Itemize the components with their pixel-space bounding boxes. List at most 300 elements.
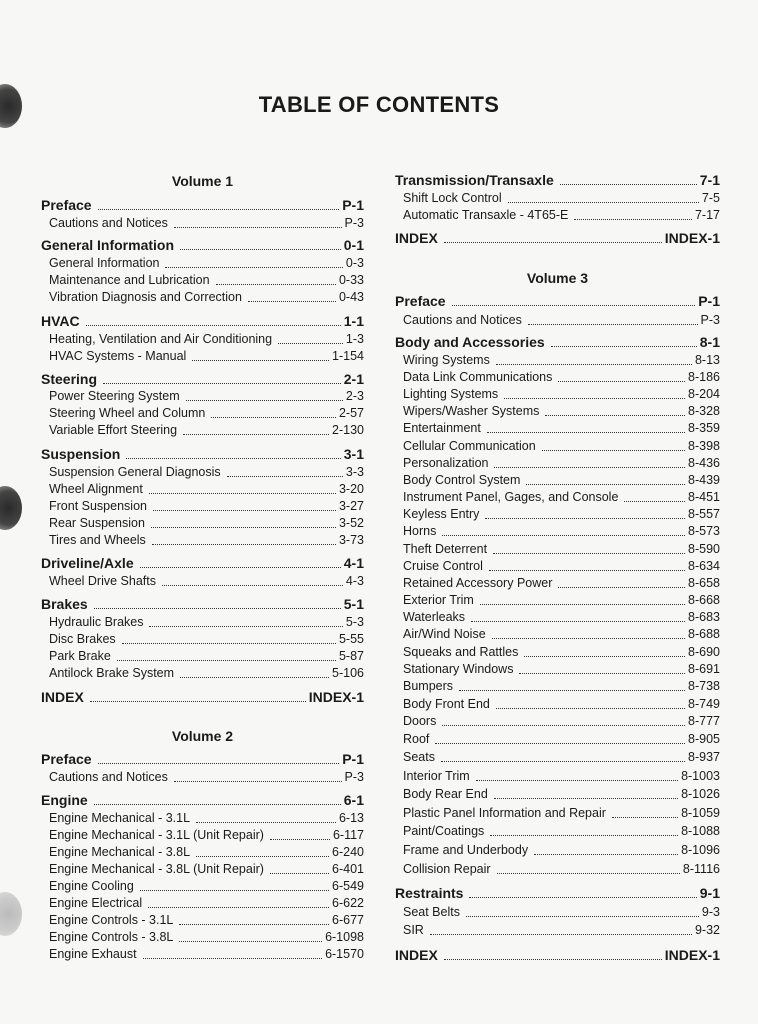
entry-page-number: 6-117: [332, 828, 364, 842]
entry-page-number: 6-1098: [325, 930, 364, 944]
toc-subsection-entry: [395, 823, 720, 840]
toc-subsection-entry: [41, 532, 364, 549]
toc-subsection-entry: [395, 541, 720, 558]
entry-label: Seat Belts: [403, 905, 460, 919]
toc-subsection-entry: [395, 749, 720, 766]
toc-section-entry: [41, 555, 364, 572]
entry-page-number: 2-1: [343, 371, 364, 387]
entry-page-number: 7-5: [701, 191, 720, 205]
dot-leader: [143, 958, 323, 959]
entry-label: Disc Brakes: [49, 632, 116, 646]
entry-page-number: 8-328: [688, 404, 720, 418]
toc-subsection-entry: [395, 592, 720, 609]
entry-label: Cruise Control: [403, 559, 483, 573]
entry-page-number: 3-52: [338, 516, 364, 530]
entry-label: Instrument Panel, Gages, and Console: [403, 490, 619, 504]
toc-subsection-entry: [395, 861, 720, 878]
dot-leader: [149, 626, 342, 627]
entry-page-number: 5-106: [332, 666, 364, 680]
entry-page-number: 8-204: [688, 387, 720, 401]
dot-leader: [196, 822, 336, 823]
toc-subsection-entry: [395, 842, 720, 859]
entry-label: General Information: [41, 237, 175, 253]
entry-label: Engine Electrical: [49, 896, 143, 910]
entry-page-number: 5-3: [345, 615, 364, 629]
entry-label: Engine Controls - 3.8L: [49, 930, 174, 944]
toc-subsection-entry: [41, 422, 364, 439]
entry-page-number: 8-668: [688, 593, 720, 607]
toc-subsection-entry: [395, 190, 720, 207]
entry-page-number: 8-905: [688, 732, 720, 746]
dot-leader: [471, 621, 685, 622]
toc-subsection-entry: [395, 207, 720, 224]
dot-leader: [152, 544, 336, 545]
entry-page-number: 8-1059: [681, 806, 720, 820]
entry-page-number: 8-658: [688, 576, 720, 590]
dot-leader: [534, 854, 678, 855]
dot-leader: [459, 690, 685, 691]
entry-page-number: 6-1: [343, 792, 364, 808]
entry-page-number: 8-690: [688, 645, 720, 659]
entry-page-number: 8-359: [688, 421, 720, 435]
entry-page-number: 6-622: [332, 896, 364, 910]
binder-hole-bottom: [0, 892, 22, 936]
toc-section-entry: [41, 596, 364, 613]
dot-leader: [476, 780, 678, 781]
entry-label: Park Brake: [49, 649, 111, 663]
entry-label: Collision Repair: [403, 862, 491, 876]
entry-page-number: 8-691: [688, 662, 720, 676]
toc-subsection-entry: [395, 489, 720, 506]
dot-leader: [90, 701, 306, 702]
dot-leader: [492, 638, 685, 639]
entry-page-number: 8-1026: [681, 787, 720, 801]
entry-page-number: 7-17: [694, 208, 720, 222]
entry-page-number: 7-1: [699, 172, 720, 188]
toc-subsection-entry: [41, 769, 364, 786]
dot-leader: [174, 781, 342, 782]
entry-label: HVAC: [41, 313, 80, 329]
entry-page-number: 6-13: [338, 811, 364, 825]
entry-label: Restraints: [395, 885, 464, 901]
entry-page-number: P-1: [342, 751, 364, 767]
entry-label: INDEX: [395, 230, 438, 246]
entry-page-number: 8-1096: [681, 843, 720, 857]
toc-subsection-entry: [41, 481, 364, 498]
dot-leader: [485, 518, 685, 519]
toc-subsection-entry: [41, 895, 364, 912]
entry-label: Wiring Systems: [403, 353, 490, 367]
dot-leader: [103, 383, 341, 384]
entry-label: Power Steering System: [49, 389, 180, 403]
dot-leader: [248, 301, 336, 302]
dot-leader: [211, 417, 336, 418]
toc-subsection-entry: [41, 498, 364, 515]
entry-label: Engine Mechanical - 3.1L (Unit Repair): [49, 828, 264, 842]
entry-label: Cautions and Notices: [49, 770, 168, 784]
entry-label: Engine Mechanical - 3.1L: [49, 811, 191, 825]
entry-label: Frame and Underbody: [403, 843, 529, 857]
entry-page-number: 8-13: [694, 353, 720, 367]
entry-page-number: P-1: [698, 293, 720, 309]
toc-subsection-entry: [41, 614, 364, 631]
toc-subsection-entry: [395, 696, 720, 713]
entry-label: Waterleaks: [403, 610, 466, 624]
entry-page-number: 5-55: [338, 632, 364, 646]
dot-leader: [444, 959, 662, 960]
entry-page-number: 6-401: [332, 862, 364, 876]
entry-label: Wipers/Washer Systems: [403, 404, 540, 418]
toc-section-entry: [41, 313, 364, 330]
dot-leader: [180, 677, 329, 678]
dot-leader: [487, 432, 685, 433]
dot-leader: [545, 415, 685, 416]
entry-label: Cautions and Notices: [49, 216, 168, 230]
dot-leader: [524, 656, 685, 657]
entry-page-number: 4-1: [343, 555, 364, 571]
toc-subsection-entry: [395, 352, 720, 369]
binder-hole-middle: [0, 486, 22, 530]
dot-leader: [490, 835, 678, 836]
entry-page-number: 1-3: [345, 332, 364, 346]
entry-page-number: 2-57: [338, 406, 364, 420]
entry-page-number: 6-1570: [325, 947, 364, 961]
dot-leader: [442, 725, 685, 726]
entry-page-number: 8-451: [688, 490, 720, 504]
dot-leader: [179, 924, 329, 925]
toc-subsection-entry: [41, 861, 364, 878]
toc-subsection-entry: [395, 386, 720, 403]
dot-leader: [216, 284, 336, 285]
dot-leader: [98, 763, 340, 764]
entry-label: SIR: [403, 923, 424, 937]
dot-leader: [624, 501, 685, 502]
dot-leader: [165, 267, 342, 268]
dot-leader: [441, 761, 685, 762]
dot-leader: [444, 242, 662, 243]
entry-page-number: 3-27: [338, 499, 364, 513]
toc-subsection-entry: [395, 420, 720, 437]
entry-page-number: 6-549: [332, 879, 364, 893]
dot-leader: [489, 570, 685, 571]
dot-leader: [153, 510, 336, 511]
toc-subsection-entry: [41, 215, 364, 232]
entry-page-number: 8-1088: [681, 824, 720, 838]
toc-subsection-entry: [41, 929, 364, 946]
dot-leader: [148, 907, 329, 908]
entry-label: Vibration Diagnosis and Correction: [49, 290, 242, 304]
entry-label: INDEX: [41, 689, 84, 705]
entry-page-number: 6-677: [332, 913, 364, 927]
toc-subsection-entry: [395, 922, 720, 939]
entry-page-number: 8-1003: [681, 769, 720, 783]
toc-subsection-entry: [41, 648, 364, 665]
entry-label: Brakes: [41, 596, 88, 612]
entry-label: Cautions and Notices: [403, 313, 522, 327]
dot-leader: [430, 934, 692, 935]
toc-subsection-entry: [41, 331, 364, 348]
dot-leader: [493, 553, 685, 554]
dot-leader: [435, 743, 685, 744]
entry-label: Hydraulic Brakes: [49, 615, 144, 629]
toc-subsection-entry: [395, 609, 720, 626]
dot-leader: [270, 873, 329, 874]
dot-leader: [117, 660, 336, 661]
toc-subsection-entry: [41, 946, 364, 963]
entry-page-number: 8-688: [688, 627, 720, 641]
dot-leader: [278, 343, 343, 344]
entry-label: Engine Mechanical - 3.8L (Unit Repair): [49, 862, 264, 876]
toc-section-entry: [41, 689, 364, 706]
dot-leader: [183, 434, 329, 435]
entry-label: Seats: [403, 750, 435, 764]
dot-leader: [504, 398, 685, 399]
dot-leader: [162, 585, 343, 586]
entry-label: Cellular Communication: [403, 439, 536, 453]
toc-subsection-entry: [395, 575, 720, 592]
toc-subsection-entry: [41, 515, 364, 532]
entry-page-number: 3-3: [345, 465, 364, 479]
dot-leader: [542, 450, 685, 451]
dot-leader: [494, 798, 678, 799]
entry-label: Engine Controls - 3.1L: [49, 913, 174, 927]
entry-page-number: 3-73: [338, 533, 364, 547]
entry-label: Bumpers: [403, 679, 454, 693]
dot-leader: [496, 708, 685, 709]
toc-section-entry: [395, 230, 720, 247]
entry-page-number: INDEX-1: [664, 230, 720, 246]
toc-subsection-entry: [395, 558, 720, 575]
entry-label: Wheel Alignment: [49, 482, 143, 496]
dot-leader: [140, 567, 341, 568]
toc-subsection-entry: [41, 912, 364, 929]
entry-label: Air/Wind Noise: [403, 627, 486, 641]
toc-section-entry: [395, 172, 720, 189]
entry-label: Engine Cooling: [49, 879, 134, 893]
entry-label: Keyless Entry: [403, 507, 480, 521]
entry-label: Heating, Ventilation and Air Conditioning: [49, 332, 273, 346]
entry-label: Driveline/Axle: [41, 555, 134, 571]
toc-subsection-entry: [395, 768, 720, 785]
entry-label: Front Suspension: [49, 499, 147, 513]
toc-subsection-entry: [41, 348, 364, 365]
toc-section-entry: [41, 237, 364, 254]
entry-label: Preface: [41, 197, 92, 213]
toc-subsection-entry: [395, 644, 720, 661]
entry-page-number: 8-1: [699, 334, 720, 350]
entry-label: Doors: [403, 714, 437, 728]
entry-label: Body Front End: [403, 697, 490, 711]
entry-label: Automatic Transaxle - 4T65-E: [403, 208, 569, 222]
dot-leader: [270, 839, 330, 840]
entry-label: Antilock Brake System: [49, 666, 175, 680]
entry-label: Tires and Wheels: [49, 533, 146, 547]
entry-label: Interior Trim: [403, 769, 470, 783]
dot-leader: [494, 467, 685, 468]
toc-subsection-entry: [395, 455, 720, 472]
volume-heading: Volume 2: [171, 728, 234, 744]
entry-page-number: 4-3: [345, 574, 364, 588]
dot-leader: [496, 364, 692, 365]
entry-label: Retained Accessory Power: [403, 576, 553, 590]
toc-subsection-entry: [395, 661, 720, 678]
page-title: TABLE OF CONTENTS: [258, 92, 500, 117]
toc-subsection-entry: [395, 626, 720, 643]
entry-page-number: 8-436: [688, 456, 720, 470]
entry-label: Engine Mechanical - 3.8L: [49, 845, 191, 859]
entry-label: Engine: [41, 792, 88, 808]
toc-section-entry: [395, 334, 720, 351]
dot-leader: [519, 673, 685, 674]
toc-section-entry: [395, 947, 720, 964]
toc-subsection-entry: [395, 312, 720, 329]
entry-label: Maintenance and Lubrication: [49, 273, 210, 287]
toc-subsection-entry: [395, 523, 720, 540]
entry-label: Entertainment: [403, 421, 481, 435]
toc-subsection-entry: [395, 731, 720, 748]
dot-leader: [558, 381, 685, 382]
toc-section-entry: [395, 293, 720, 310]
entry-label: General Information: [49, 256, 160, 270]
dot-leader: [558, 587, 685, 588]
dot-leader: [551, 346, 697, 347]
entry-label: Paint/Coatings: [403, 824, 485, 838]
entry-label: Wheel Drive Shafts: [49, 574, 156, 588]
entry-page-number: 6-240: [332, 845, 364, 859]
toc-subsection-entry: [41, 289, 364, 306]
entry-page-number: 8-557: [688, 507, 720, 521]
toc-subsection-entry: [41, 844, 364, 861]
entry-page-number: 0-3: [345, 256, 364, 270]
dot-leader: [508, 202, 699, 203]
dot-leader: [192, 360, 329, 361]
entry-page-number: 8-1116: [682, 862, 720, 876]
dot-leader: [186, 400, 343, 401]
entry-label: Stationary Windows: [403, 662, 514, 676]
entry-label: Lighting Systems: [403, 387, 499, 401]
entry-page-number: 8-683: [688, 610, 720, 624]
entry-page-number: 8-634: [688, 559, 720, 573]
entry-page-number: 0-33: [338, 273, 364, 287]
dot-leader: [452, 305, 696, 306]
entry-label: Variable Effort Steering: [49, 423, 178, 437]
entry-label: INDEX: [395, 947, 438, 963]
entry-label: Suspension: [41, 446, 121, 462]
entry-label: Roof: [403, 732, 430, 746]
toc-subsection-entry: [41, 272, 364, 289]
toc-section-entry: [395, 885, 720, 902]
entry-label: Steering Wheel and Column: [49, 406, 206, 420]
toc-section-entry: [41, 792, 364, 809]
toc-subsection-entry: [395, 805, 720, 822]
entry-page-number: P-1: [342, 197, 364, 213]
toc-subsection-entry: [395, 369, 720, 386]
entry-page-number: 8-749: [688, 697, 720, 711]
entry-page-number: 8-439: [688, 473, 720, 487]
entry-page-number: P-3: [344, 770, 364, 784]
entry-label: Suspension General Diagnosis: [49, 465, 221, 479]
toc-subsection-entry: [41, 827, 364, 844]
dot-leader: [122, 643, 336, 644]
toc-subsection-entry: [41, 573, 364, 590]
entry-page-number: 8-777: [688, 714, 720, 728]
entry-page-number: 5-87: [338, 649, 364, 663]
dot-leader: [151, 527, 336, 528]
dot-leader: [126, 458, 340, 459]
toc-section-entry: [41, 197, 364, 214]
dot-leader: [94, 804, 341, 805]
dot-leader: [94, 608, 341, 609]
entry-label: Body Control System: [403, 473, 521, 487]
entry-page-number: 3-20: [338, 482, 364, 496]
toc-subsection-entry: [395, 506, 720, 523]
entry-label: HVAC Systems - Manual: [49, 349, 187, 363]
toc-subsection-entry: [41, 388, 364, 405]
entry-label: Engine Exhaust: [49, 947, 137, 961]
entry-page-number: 3-1: [343, 446, 364, 462]
toc-subsection-entry: [41, 405, 364, 422]
toc-subsection-entry: [395, 713, 720, 730]
entry-page-number: INDEX-1: [308, 689, 364, 705]
entry-page-number: 1-154: [332, 349, 364, 363]
entry-label: Horns: [403, 524, 437, 538]
dot-leader: [526, 484, 685, 485]
volume-heading: Volume 3: [526, 270, 589, 286]
volume-heading: Volume 1: [171, 173, 234, 189]
toc-subsection-entry: [395, 786, 720, 803]
dot-leader: [466, 916, 699, 917]
dot-leader: [174, 227, 342, 228]
entry-page-number: P-3: [700, 313, 720, 327]
entry-page-number: P-3: [344, 216, 364, 230]
dot-leader: [149, 493, 336, 494]
toc-section-entry: [41, 371, 364, 388]
entry-label: Rear Suspension: [49, 516, 145, 530]
dot-leader: [480, 604, 685, 605]
entry-page-number: 0-43: [338, 290, 364, 304]
dot-leader: [227, 476, 343, 477]
dot-leader: [98, 209, 340, 210]
entry-page-number: 8-573: [688, 524, 720, 538]
dot-leader: [442, 535, 685, 536]
entry-label: Body Rear End: [403, 787, 488, 801]
dot-leader: [86, 325, 341, 326]
entry-page-number: INDEX-1: [664, 947, 720, 963]
entry-page-number: 8-186: [688, 370, 720, 384]
entry-page-number: 1-1: [343, 313, 364, 329]
entry-page-number: 9-32: [694, 923, 720, 937]
dot-leader: [497, 873, 680, 874]
entry-label: Theft Deterrent: [403, 542, 488, 556]
dot-leader: [574, 219, 692, 220]
entry-label: Plastic Panel Information and Repair: [403, 806, 606, 820]
entry-label: Squeaks and Rattles: [403, 645, 519, 659]
dot-leader: [140, 890, 329, 891]
entry-label: Exterior Trim: [403, 593, 474, 607]
entry-page-number: 8-590: [688, 542, 720, 556]
entry-page-number: 2-3: [345, 389, 364, 403]
toc-subsection-entry: [395, 472, 720, 489]
entry-page-number: 0-1: [343, 237, 364, 253]
dot-leader: [469, 897, 696, 898]
dot-leader: [528, 324, 698, 325]
toc-subsection-entry: [41, 631, 364, 648]
toc-subsection-entry: [41, 810, 364, 827]
toc-subsection-entry: [395, 403, 720, 420]
entry-label: Shift Lock Control: [403, 191, 502, 205]
entry-label: Transmission/Transaxle: [395, 172, 554, 188]
toc-section-entry: [41, 446, 364, 463]
